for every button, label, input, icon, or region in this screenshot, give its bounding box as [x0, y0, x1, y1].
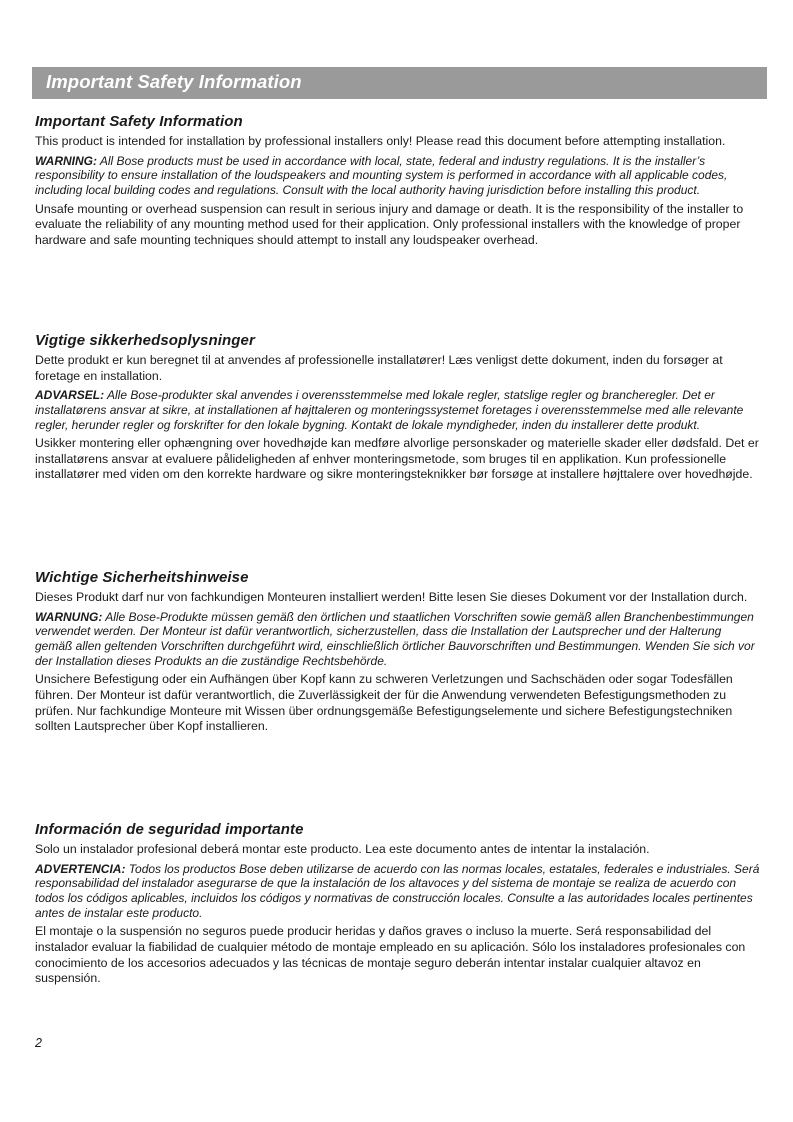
warning-label: WARNUNG: — [35, 609, 103, 624]
section-intro: Dette produkt er kun beregnet til at anvendes af professionelle installatører! Læs venligst dette dokument, inden du forsøger at foretage en installation. — [35, 353, 723, 383]
warning-text: All Bose products must be used in accordance with local, state, federal and industry regulations. It is the installer’s responsibility to ensure installation of the loudspeakers and mounting system is performed in accordance with all applicable codes, including local building codes and regulations. Consult with the local authority having jurisdiction before installing this product. — [35, 153, 728, 197]
page-number: 2 — [35, 1036, 42, 1050]
section-body: Usikker montering eller ophængning over hovedhøjde kan medføre alvorlige personskader og materielle skader eller dødsfald. Det er installatørens ansvar at evaluere pålideligheden af enhver monteringsmetode, som bruges til en applikation. Kun professionelle installatører med viden om den korrekte hardware og sikre monteringsteknikker bør forsøge at installere højttalere over hovedhøjde. — [35, 436, 759, 482]
warning-label: ADVARSEL: — [35, 388, 105, 403]
section-heading: Vigtige sikkerhedsoplysninger — [35, 332, 255, 349]
section-body: El montaje o la suspensión no seguros puede producir heridas y daños graves o incluso la muerte. Será responsabilidad del instalador evaluar la fiabilidad de cualquier método de montaje empleado en su aplicación. Sólo los instaladores profesionales con conocimiento de los accesorios adecuados y las técnicas de montaje seguro deberán intentar instalar cualquier altavoz en suspensión. — [35, 924, 746, 986]
warning-label: ADVERTENCIA: — [35, 861, 126, 876]
section-warning — [35, 388, 760, 432]
section-body: Unsafe mounting or overhead suspension can result in serious injury and damage or death. It is the responsibility of the installer to evaluate the reliability of any mounting method used for their application. Only professional installers with the knowledge of proper hardware and safe mounting techniques should attempt to install any loudspeaker overhead. — [35, 201, 744, 247]
section-heading: Wichtige Sicherheitshinweise — [35, 569, 249, 586]
section-german — [35, 568, 760, 739]
section-warning — [35, 610, 760, 669]
header-bar — [32, 67, 767, 99]
section-intro: Dieses Produkt darf nur von fachkundigen Monteuren installiert werden! Bitte lesen Sie dieses Dokument vor der Installation durch. — [35, 590, 748, 604]
warning-text: Alle Bose-Produkte müssen gemäß den örtlichen und staatlichen Vorschriften sowie gemäß allen Branchenbestimmungen verwendet werden. Der Monteur ist dafür verantwortlich, sicherzustellen, dass die Installation der Lautsprecher und der Halterung gemäß allen geltenden Vorschriften durchgeführt wird, einschließlich örtlicher Bauvorschriften und Bestimmungen. Wenden Sie sich vor der Installation dieses Produkts an die zuständige Rechtsbehörde. — [35, 609, 755, 668]
section-english — [35, 112, 760, 252]
section-intro: This product is intended for installation by professional installers only! Please read this document before attempting installation. — [35, 134, 726, 148]
section-heading: Important Safety Information — [35, 113, 243, 130]
section-spanish — [35, 820, 760, 991]
warning-text: Alle Bose-produkter skal anvendes i overensstemmelse med lokale regler, statslige regler og brancheregler. Det er installatørens ansvar at sikre, at installationen af højttaleren og monteringssystemet foretages i overensstemmelse med alle relevante regler, herunder regler og forskrifter for den lokale bygning. Kontakt de lokale myndigheder, inden du installerer dette produkt. — [35, 388, 744, 432]
section-heading: Información de seguridad importante — [35, 821, 304, 838]
section-warning — [35, 154, 760, 198]
warning-label: WARNING: — [35, 153, 97, 168]
section-intro: Solo un instalador profesional deberá montar este producto. Lea este documento antes de intentar la instalación. — [35, 842, 650, 856]
header-title: Important Safety Information — [46, 71, 302, 92]
section-warning — [35, 862, 760, 921]
section-danish — [35, 331, 760, 487]
warning-text: Todos los productos Bose deben utilizarse de acuerdo con las normas locales, estatales, federales e industriales. Será responsabilidad del instalador asegurarse de que la instalación de los altavoces y del sistema de montaje se realiza de acuerdo con todos los códigos aplicables, incluidos los códigos y normativas de construcción locales. Consulte a las autoridades locales pertinentes antes de instalar este producto. — [35, 861, 760, 920]
section-body: Unsichere Befestigung oder ein Aufhängen über Kopf kann zu schweren Verletzungen und Sachschäden oder sogar Todesfällen führen. Der Monteur ist dafür verantwortlich, die Zuverlässigkeit der für die Anwendung verwendeten Befestigungsmethoden zu prüfen. Nur fachkundige Monteure mit Wissen über ordnungsgemäße Befestigungselemente und sichere Befestigungstechniken sollten Lautsprecher über Kopf installieren. — [35, 672, 733, 734]
